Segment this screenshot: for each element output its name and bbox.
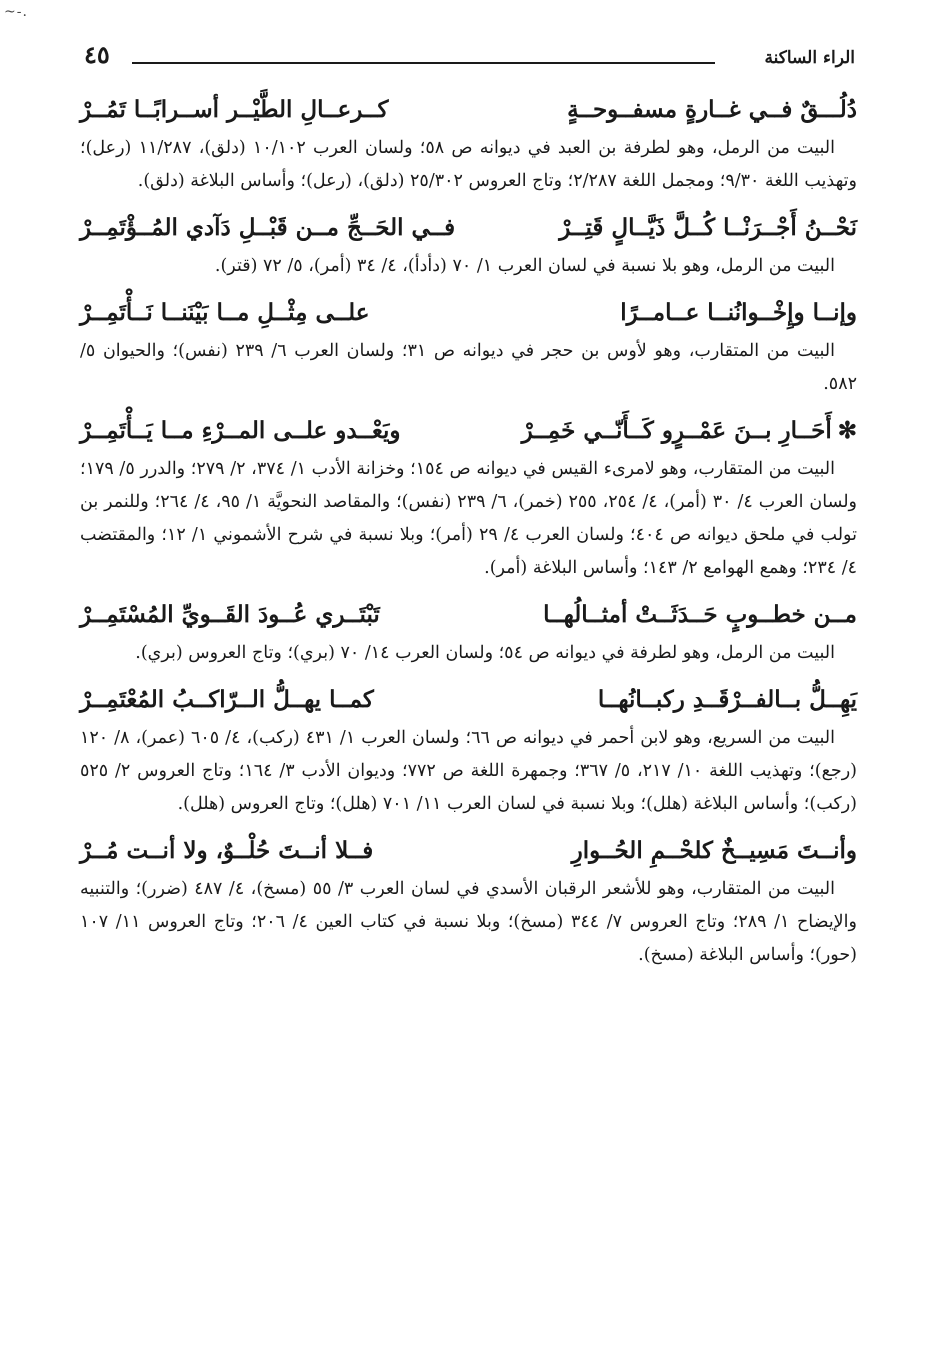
verse-entry <box>80 289 857 401</box>
second-hemistich: ويَعْــدو علــى المــرْءِ مــا يَــأْتَمِــرْ <box>80 417 401 444</box>
second-hemistich: فــلا أنــتَ حُلْــوٌ، ولا أنــت مُــرْ <box>80 837 374 864</box>
second-hemistich: علــى مِثْــلِ مــا بَيْنَنــا نَــأْتَمِــرْ <box>80 299 370 326</box>
second-hemistich: كمــا يهــلُّ الــرّاكــبُ المُعْتَمِــرْ <box>80 686 374 713</box>
verse-note: البيت من الرمل، وهو بلا نسبة في لسان العرب ١/ ٧٠ (دأدأ)، ٤/ ٣٤ (أمر)، ٥/ ٧٢ (قتر). <box>214 256 835 276</box>
verse-entry <box>80 676 857 821</box>
second-hemistich: تَبْتَــري عُــودَ القَــويِّ المُسْتَمِــرْ <box>80 601 380 628</box>
page-header <box>84 40 855 72</box>
page-content <box>80 86 857 978</box>
first-hemistich: يَهِــلُّ بــالفــرْقَــدِ ركبــانُهــا <box>597 686 857 713</box>
verse-note: البيت من الرمل، وهو لطرفة بن العبد في ديوانه ص ٥٨؛ ولسان العرب ١٠/١٠٢ (دلق)، ١١/٢٨٧ (رعل)؛ وتهذيب اللغة ٩/٣٠؛ ومجمل اللغة ٢/٢٨٧؛ وتاج العروس ٢٥/٣٠٢ (دلق)، (رعل)؛ وأساس البلاغة (دلق). <box>80 138 857 191</box>
verse-entry <box>80 591 857 670</box>
first-hemistich: دُلُـــقٌ فــي غــارةٍ مسفــوحــةٍ <box>567 96 857 123</box>
page-number: ٤٥ <box>84 40 110 69</box>
verse-entry <box>80 86 857 198</box>
first-hemistich: وإنــا وإِخْــوانُنــا عــامــرًا <box>620 299 857 326</box>
verse-entry <box>80 407 857 585</box>
verse-line <box>80 676 857 720</box>
first-hemistich: مــن خطــوبٍ حَــدَثَــتْ أمثــالُهــا <box>543 601 857 628</box>
first-hemistich <box>522 411 857 451</box>
verse-entry <box>80 204 857 283</box>
first-hemistich: نَحْــنُ أَجْــرَنْــا كُــلَّ ذَيَّــالٍ قَتِــرْ <box>559 214 857 241</box>
verse-line <box>80 86 857 130</box>
first-hemistich: وأنــتَ مَسِيــخٌ كلحْــمِ الحُــوارِ <box>571 837 857 864</box>
verse-note: البيت من المتقارب، وهو للأشعر الرقبان الأسدي في لسان العرب ٣/ ٥٥ (مسخ)، ٤/ ٤٨٧ (ضرر)؛ والتنبيه والإيضاح ١/ ٢٨٩؛ وتاج العروس ٧/ ٣٤٤ (مسخ)؛ وبلا نسبة في كتاب العين ٤/ ٢٠٦؛ وتاج العروس ١١/ ١٠٧ (حور)؛ وأساس البلاغة (مسخ). <box>80 879 857 965</box>
verse-note: البيت من المتقارب، وهو لأوس بن حجر في ديوانه ص ٣١؛ ولسان العرب ٦/ ٢٣٩ (نفس)؛ والحيوان ٥/ ٥٨٢. <box>80 341 857 394</box>
verse-line <box>80 827 857 871</box>
running-title: الراء الساكنة <box>764 48 855 68</box>
verse-line <box>80 407 857 451</box>
header-rule <box>132 62 715 64</box>
verse-line <box>80 591 857 635</box>
first-hemistich-text: أَحَــارِ بــنَ عَمْــرٍو كَــأَنّــي خَمِــرْ <box>521 417 832 444</box>
verse-entry <box>80 827 857 972</box>
verse-note: البيت من المتقارب، وهو لامرىء القيس في ديوانه ص ١٥٤؛ وخزانة الأدب ١/ ٣٧٤، ٢/ ٢٧٩؛ والدرر ٥/ ١٧٩؛ ولسان العرب ٤/ ٣٠ (أمر)، ٤/ ٢٥٤، ٢٥٥ (خمر)، ٦/ ٢٣٩ (نفس)؛ والمقاصد النحويَّة ١/ ٩٥، ٤/ ٢٦٤؛ وللنمر بن تولب في ملحق ديوانه ص ٤٠٤؛ ولسان العرب ٤/ ٢٩ (أمر)؛ وبلا نسبة في شرح الأشموني ١/ ١٢؛ والمقتضب ٤/ ٢٣٤؛ وهمع الهوامع ٢/ ١٤٣؛ وأساس البلاغة (أمر). <box>80 459 857 578</box>
verse-line <box>80 204 857 248</box>
asterisk-marker-icon: ✻ <box>837 417 857 444</box>
verse-note: البيت من السريع، وهو لابن أحمر في ديوانه ص ٦٦؛ ولسان العرب ١/ ٤٣١ (ركب)، ٤/ ٦٠٥ (عمر)، ٨/ ١٢٠ (رجع)؛ وتهذيب اللغة ١٠/ ٢١٧، ٥/ ٣٦٧؛ وجمهرة اللغة ص ٧٧٢؛ وديوان الأدب ٣/ ١٦٤؛ وتاج العروس ٢/ ٥٢٥ (ركب)؛ وأساس البلاغة (هلل)؛ وبلا نسبة في لسان العرب ١١/ ٧٠١ (هلل)؛ وتاج العروس (هلل). <box>80 728 857 814</box>
verse-note: البيت من الرمل، وهو لطرفة في ديوانه ص ٥٤؛ ولسان العرب ١٤/ ٧٠ (بري)؛ وتاج العروس (بري). <box>135 643 835 663</box>
verse-line <box>80 289 857 333</box>
second-hemistich: كــرعــالِ الطَّيْــر أســرابًــا تَمُــرْ <box>80 96 389 123</box>
second-hemistich: فــي الحَــجِّ مــن قَبْــلِ دَآدي المُــؤْتَمِــرْ <box>80 214 456 241</box>
scan-artifact-mark: ~-. <box>4 4 28 20</box>
